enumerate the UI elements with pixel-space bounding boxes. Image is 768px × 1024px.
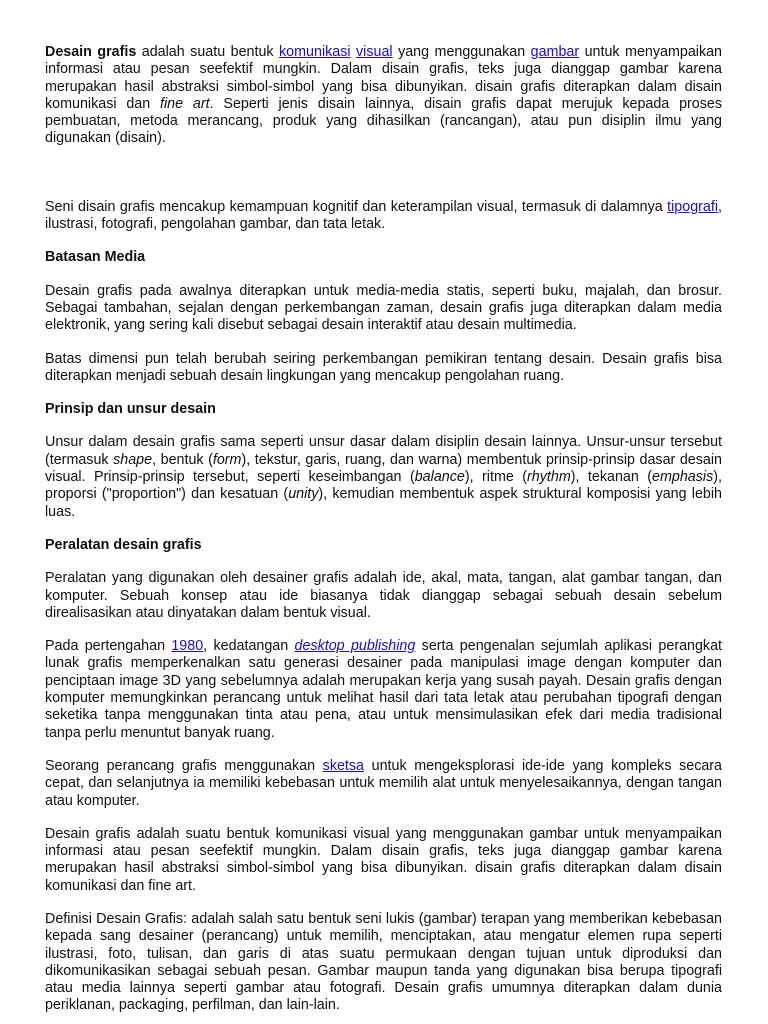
tools-paragraph-5: Definisi Desain Grafis: adalah salah satu bentuk seni lukis (gambar) terapan yang memberikan kebebasan kepada sang desainer (perancang) untuk memilih, menciptakan, atau mengatur elemen rupa seperti ilustrasi, foto, tulisan, dan garis di atas suatu permukaan dengan tujuan untuk diproduksi dan dikomunikasikan sebagai sebuah pesan. Gambar maupun tanda yang digunakan bisa berupa tipografi atau media lainnya seperti gambar atau fotografi. Desain grafis umumnya diterapkan dalam dunia periklanan, packaging, perfilman, dan lain-lain. — [45, 910, 722, 1014]
principles-paragraph: Unsur dalam desain grafis sama seperti unsur dasar dalam disiplin desain lainnya. Unsur-unsur tersebut (termasuk shape, bentuk (form), tekstur, garis, ruang, dan warna) membentuk prinsip-prinsip dasar desain visual. Prinsip-prinsip tersebut, seperti keseimbangan (balance), ritme (rhythm), tekanan (emphasis), proporsi ("proportion") dan kesatuan (unity), kemudian membentuk aspek struktural komposisi yang lebih luas. — [45, 434, 722, 520]
link-1980[interactable]: 1980 — [171, 638, 204, 655]
intro-paragraph: Desain grafis adalah suatu bentuk komunikasi visual yang menggunakan gambar untuk menyampaikan informasi atau pesan seefektif mungkin. Dalam disain grafis, teks juga dianggap gambar karena merupakan hasil abstraksi simbol-simbol yang bisa dibunyikan. disain grafis diterapkan dalam disain komunikasi dan fine art. Seperti jenis disain lainnya, disain grafis dapat merujuk kepada proses pembuatan, metoda merancang, produk yang dihasilkan (rancangan), atau pun disiplin ilmu yang digunakan (disain). — [45, 44, 722, 147]
media-paragraph-1: Desain grafis pada awalnya diterapkan untuk media-media statis, seperti buku, majalah, dan brosur. Sebagai tambahan, sejalan dengan perkembangan zaman, desain grafis juga diterapkan dalam media elektronik, yang sering kali disebut sebagai desain interaktif atau desain multimedia. — [45, 282, 722, 334]
fine-art-italic: fine art — [160, 95, 210, 112]
link-sketsa[interactable]: sketsa — [322, 757, 364, 774]
tools-paragraph-1: Peralatan yang digunakan oleh desainer grafis adalah ide, akal, mata, tangan, alat gambar tangan, dan komputer. Sebuah konsep atau ide biasanya tidak dianggap sebagai sebuah desain sebelum direalisasikan atau dinyatakan dalam bentuk visual. — [45, 570, 722, 621]
tools-paragraph-4: Desain grafis adalah suatu bentuk komunikasi visual yang menggunakan gambar untuk menyampaikan informasi atau pesan seefektif mungkin. Dalam disain grafis, teks juga dianggap gambar karena merupakan hasil abstraksi simbol-simbol yang bisa dibunyikan. disain grafis diterapkan dalam disain komunikasi dan fine art. — [45, 825, 722, 894]
heading-prinsip-unsur: Prinsip dan unsur desain — [45, 401, 216, 418]
article-body — [45, 44, 722, 1024]
tools-paragraph-2: Pada pertengahan 1980, kedatangan desktop publishing serta pengenalan sejumlah aplikasi perangkat lunak grafis memperkenalkan satu generasi desainer pada manipulasi image dengan komputer dan penciptaan image 3D yang sebelumnya adalah merupakan kerja yang susah payah. Desain grafis dengan komputer memungkinkan perancang untuk melihat hasil dari tata letak atau perubahan tipografi dengan seketika tanpa menggunakan tinta atau pena, atau untuk mensimulasikan efek dari media tradisional tanpa perlu menuntut banyak ruang. — [45, 638, 722, 741]
link-tipografi[interactable]: tipografi — [667, 198, 719, 215]
heading-peralatan: Peralatan desain grafis — [45, 536, 202, 553]
scope-paragraph: Seni disain grafis mencakup kemampuan kognitif dan keterampilan visual, termasuk di dalamnya tipografi, ilustrasi, fotografi, pengolahan gambar, dan tata letak. — [45, 198, 722, 233]
spacer — [45, 164, 722, 199]
link-desktop-publishing[interactable]: desktop publishing — [294, 638, 416, 655]
link-visual[interactable]: visual — [356, 44, 393, 60]
link-komunikasi[interactable]: komunikasi — [279, 44, 351, 60]
heading-batasan-media: Batasan Media — [45, 249, 146, 266]
media-paragraph-2: Batas dimensi pun telah berubah seiring perkembangan pemikiran tentang desain. Desain grafis bisa diterapkan menjadi sebuah desain lingkungan yang mencakup pengolahan ruang. — [45, 350, 722, 384]
tools-paragraph-3: Seorang perancang grafis menggunakan sketsa untuk mengeksplorasi ide-ide yang kompleks secara cepat, dan selanjutnya ia memiliki kebebasan untuk memilih alat untuk menyelesaikannya, dengan tangan atau komputer. — [45, 757, 723, 809]
term-desain-grafis: Desain grafis — [45, 44, 137, 60]
link-gambar[interactable]: gambar — [530, 44, 580, 60]
